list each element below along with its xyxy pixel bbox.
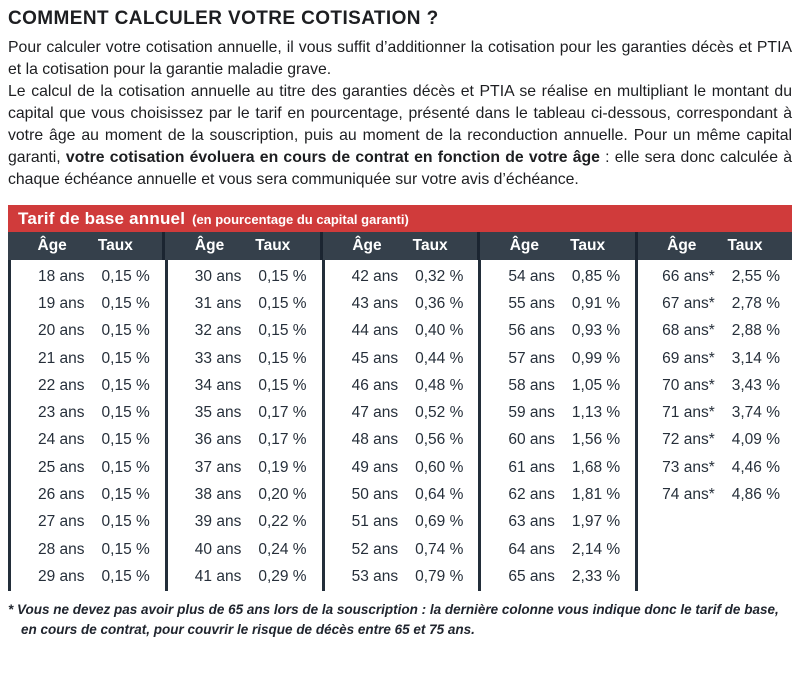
rate-cell: 0,85 % xyxy=(571,267,621,285)
rate-cell: 0,93 % xyxy=(571,322,621,340)
table-row xyxy=(168,372,322,399)
rate-cell: 0,15 % xyxy=(101,294,150,312)
rate-cell: 0,56 % xyxy=(415,431,464,449)
tariff-table xyxy=(8,205,792,591)
table-row xyxy=(638,318,792,345)
rate-cell: 0,44 % xyxy=(415,349,464,367)
age-cell: 20 ans xyxy=(37,322,85,340)
rate-cell: 0,91 % xyxy=(571,294,621,312)
table-row xyxy=(11,454,165,481)
rate-cell: 4,86 % xyxy=(731,486,780,504)
age-cell: 50 ans xyxy=(351,486,399,504)
rate-cell: 2,14 % xyxy=(571,540,621,558)
rate-cell: 0,52 % xyxy=(415,404,464,422)
table-row xyxy=(638,345,792,372)
age-cell: 35 ans xyxy=(194,404,242,422)
age-cell: 63 ans xyxy=(508,513,555,531)
table-row xyxy=(168,536,322,563)
age-cell: 67 ans* xyxy=(662,294,715,312)
table-row xyxy=(638,263,792,290)
rate-cell: 0,69 % xyxy=(415,513,464,531)
age-cell: 25 ans xyxy=(37,458,85,476)
table-row xyxy=(325,481,479,508)
table-row xyxy=(11,509,165,536)
age-cell: 32 ans xyxy=(194,322,242,340)
age-cell: 22 ans xyxy=(37,376,85,394)
age-cell: 26 ans xyxy=(37,486,85,504)
table-row xyxy=(168,399,322,426)
age-cell: 54 ans xyxy=(508,267,555,285)
table-row xyxy=(638,427,792,454)
rate-cell: 0,99 % xyxy=(571,349,621,367)
table-row xyxy=(11,318,165,345)
rate-cell: 0,24 % xyxy=(258,540,307,558)
header-group-4 xyxy=(477,232,634,260)
intro-paragraph-1: Pour calculer votre cotisation annuelle, il vous suffit d’additionner la cotisation pour les garanties décès et PTIA et la cotisation pour la garantie maladie grave. xyxy=(8,39,792,78)
age-cell: 70 ans* xyxy=(662,376,715,394)
table-row xyxy=(325,318,479,345)
rate-column-header: Taux xyxy=(412,237,448,254)
age-column-header: Âge xyxy=(37,237,67,254)
rate-cell: 0,15 % xyxy=(101,513,150,531)
age-cell: 57 ans xyxy=(508,349,555,367)
rate-column-header: Taux xyxy=(570,237,606,254)
intro-paragraph-2-bold: votre cotisation évoluera en cours de contrat en fonction de votre âge xyxy=(65,149,600,166)
age-cell: 40 ans xyxy=(194,540,242,558)
table-row xyxy=(168,318,322,345)
rate-cell: 4,09 % xyxy=(731,431,780,449)
rate-cell: 3,43 % xyxy=(731,376,780,394)
age-cell: 49 ans xyxy=(351,458,399,476)
table-row xyxy=(325,427,479,454)
age-cell: 59 ans xyxy=(508,404,555,422)
table-row xyxy=(325,290,479,317)
rate-cell: 0,15 % xyxy=(258,376,307,394)
rate-cell: 3,14 % xyxy=(731,349,780,367)
age-cell: 33 ans xyxy=(194,349,242,367)
rate-cell: 0,15 % xyxy=(258,322,307,340)
age-cell: 44 ans xyxy=(351,322,399,340)
table-row xyxy=(11,427,165,454)
table-row xyxy=(638,372,792,399)
table-row xyxy=(11,345,165,372)
table-row xyxy=(638,481,792,508)
table-row xyxy=(481,318,635,345)
age-cell: 45 ans xyxy=(351,349,399,367)
rate-cell: 2,55 % xyxy=(731,267,780,285)
age-cell: 46 ans xyxy=(351,376,399,394)
table-row xyxy=(11,563,165,590)
age-column-header: Âge xyxy=(194,237,225,254)
header-group-5 xyxy=(635,232,792,260)
table-row xyxy=(168,481,322,508)
table-row xyxy=(11,536,165,563)
age-cell: 73 ans* xyxy=(662,458,715,476)
rate-cell: 0,15 % xyxy=(101,376,150,394)
table-row xyxy=(325,372,479,399)
rate-cell: 2,78 % xyxy=(731,294,780,312)
header-group-1 xyxy=(8,232,162,260)
age-column-header: Âge xyxy=(509,237,540,254)
table-row xyxy=(168,290,322,317)
age-cell: 72 ans* xyxy=(662,431,715,449)
header-group-2 xyxy=(162,232,319,260)
age-cell: 29 ans xyxy=(37,567,85,585)
rate-cell: 0,15 % xyxy=(101,567,150,585)
table-row xyxy=(325,509,479,536)
age-cell: 23 ans xyxy=(37,404,85,422)
table-row xyxy=(11,263,165,290)
rate-cell: 0,15 % xyxy=(258,294,307,312)
table-row xyxy=(168,454,322,481)
table-row xyxy=(168,263,322,290)
age-cell: 65 ans xyxy=(508,567,555,585)
age-cell: 69 ans* xyxy=(662,349,715,367)
rate-cell: 1,13 % xyxy=(571,404,621,422)
table-row xyxy=(481,536,635,563)
table-row xyxy=(481,399,635,426)
age-cell: 68 ans* xyxy=(662,322,715,340)
rate-cell: 2,88 % xyxy=(731,322,780,340)
intro-paragraph-2-text: Le calcul de la cotisation annuelle au titre des garanties décès et PTIA se réalise en multipliant le montant du capital que vous choisissez par le tarif en pourcentage, présenté dans le tableau ci-dessous, correspondant à votre âge au moment de la souscription, puis au moment de la reconduction annuelle. Pour un même capital garanti, xyxy=(8,83,792,166)
table-row xyxy=(481,563,635,590)
rate-column-header: Taux xyxy=(97,237,133,254)
rate-column-header: Taux xyxy=(255,237,291,254)
rate-cell: 1,05 % xyxy=(571,376,621,394)
rate-cell: 0,19 % xyxy=(258,458,307,476)
rate-cell: 0,36 % xyxy=(415,294,464,312)
table-row xyxy=(325,454,479,481)
age-cell: 52 ans xyxy=(351,540,399,558)
rate-cell: 0,29 % xyxy=(258,567,307,585)
age-cell: 19 ans xyxy=(37,294,85,312)
rate-cell: 0,15 % xyxy=(101,322,150,340)
age-cell: 41 ans xyxy=(194,567,242,585)
table-row xyxy=(481,372,635,399)
rate-cell: 0,22 % xyxy=(258,513,307,531)
intro-paragraph-2 xyxy=(8,81,792,191)
table-row xyxy=(481,481,635,508)
age-cell: 48 ans xyxy=(351,431,399,449)
age-cell: 21 ans xyxy=(37,349,85,367)
table-row xyxy=(481,345,635,372)
rate-cell: 0,15 % xyxy=(258,267,307,285)
age-rate-group-5 xyxy=(635,260,792,591)
table-body xyxy=(8,260,792,591)
table-title-band xyxy=(8,205,792,232)
rate-cell: 3,74 % xyxy=(731,404,780,422)
table-row xyxy=(11,290,165,317)
rate-cell: 0,60 % xyxy=(415,458,464,476)
age-cell: 18 ans xyxy=(37,267,85,285)
age-cell: 38 ans xyxy=(194,486,242,504)
table-row xyxy=(11,481,165,508)
age-cell: 53 ans xyxy=(351,567,399,585)
rate-cell: 4,46 % xyxy=(731,458,780,476)
table-row xyxy=(11,399,165,426)
footnote: * Vous ne devez pas avoir plus de 65 ans lors de la souscription : la dernière colonne vous indique donc le tarif de base, en cours de contrat, pour couvrir le risque de décès entre 65 et 75 ans. xyxy=(8,602,779,637)
age-column-header: Âge xyxy=(667,237,697,254)
table-row xyxy=(325,345,479,372)
rate-cell: 1,56 % xyxy=(571,431,621,449)
age-cell: 27 ans xyxy=(37,513,85,531)
rate-cell: 0,15 % xyxy=(258,349,307,367)
table-row xyxy=(638,454,792,481)
age-cell: 74 ans* xyxy=(662,486,715,504)
age-cell: 47 ans xyxy=(351,404,399,422)
table-row xyxy=(168,509,322,536)
rate-cell: 0,74 % xyxy=(415,540,464,558)
age-cell: 58 ans xyxy=(508,376,555,394)
age-cell: 51 ans xyxy=(351,513,399,531)
rate-cell: 1,81 % xyxy=(571,486,621,504)
rate-cell: 0,15 % xyxy=(101,404,150,422)
table-row xyxy=(481,290,635,317)
table-row xyxy=(168,563,322,590)
age-cell: 71 ans* xyxy=(662,404,715,422)
rate-cell: 0,15 % xyxy=(101,431,150,449)
age-cell: 56 ans xyxy=(508,322,555,340)
rate-cell: 0,15 % xyxy=(101,486,150,504)
age-rate-group-1 xyxy=(11,260,165,591)
rate-cell: 1,97 % xyxy=(571,513,621,531)
table-row xyxy=(481,509,635,536)
age-cell: 28 ans xyxy=(37,540,85,558)
rate-cell: 0,15 % xyxy=(101,267,150,285)
age-cell: 66 ans* xyxy=(662,267,715,285)
table-subtitle: (en pourcentage du capital garanti) xyxy=(192,212,409,227)
age-cell: 62 ans xyxy=(508,486,555,504)
age-cell: 34 ans xyxy=(194,376,242,394)
table-row xyxy=(481,263,635,290)
rate-cell: 0,79 % xyxy=(415,567,464,585)
rate-cell: 0,17 % xyxy=(258,404,307,422)
table-row xyxy=(168,427,322,454)
age-rate-group-3 xyxy=(322,260,479,591)
age-rate-group-2 xyxy=(165,260,322,591)
age-cell: 60 ans xyxy=(508,431,555,449)
rate-cell: 0,64 % xyxy=(415,486,464,504)
table-row xyxy=(325,263,479,290)
page-title: COMMENT CALCULER VOTRE COTISATION ? xyxy=(8,8,439,29)
age-cell: 64 ans xyxy=(508,540,555,558)
age-column-header: Âge xyxy=(352,237,382,254)
table-row xyxy=(325,536,479,563)
table-title: Tarif de base annuel xyxy=(18,208,186,228)
table-row xyxy=(481,427,635,454)
rate-cell: 0,48 % xyxy=(415,376,464,394)
age-rate-group-4 xyxy=(478,260,635,591)
table-row xyxy=(168,345,322,372)
table-header-row xyxy=(8,232,792,260)
rate-cell: 0,15 % xyxy=(101,349,150,367)
rate-cell: 2,33 % xyxy=(571,567,621,585)
table-row xyxy=(325,399,479,426)
table-row xyxy=(11,372,165,399)
age-cell: 55 ans xyxy=(508,294,555,312)
rate-cell: 0,32 % xyxy=(415,267,464,285)
intro-paragraph-2-text-end: : elle sera donc calculée à chaque échéance annuelle et vous sera communiquée sur votre avis d’échéance. xyxy=(8,149,792,188)
rate-cell: 0,15 % xyxy=(101,458,150,476)
table-row xyxy=(325,563,479,590)
age-cell: 24 ans xyxy=(37,431,85,449)
rate-cell: 0,40 % xyxy=(415,322,464,340)
table-row xyxy=(481,454,635,481)
age-cell: 61 ans xyxy=(508,458,555,476)
age-cell: 37 ans xyxy=(194,458,242,476)
age-cell: 36 ans xyxy=(194,431,242,449)
rate-cell: 1,68 % xyxy=(571,458,621,476)
age-cell: 42 ans xyxy=(351,267,399,285)
age-cell: 30 ans xyxy=(194,267,242,285)
table-row xyxy=(638,399,792,426)
rate-cell: 0,15 % xyxy=(101,540,150,558)
age-cell: 31 ans xyxy=(194,294,242,312)
rate-column-header: Taux xyxy=(727,237,763,254)
rate-cell: 0,20 % xyxy=(258,486,307,504)
age-cell: 43 ans xyxy=(351,294,399,312)
age-cell: 39 ans xyxy=(194,513,242,531)
rate-cell: 0,17 % xyxy=(258,431,307,449)
header-group-3 xyxy=(320,232,477,260)
table-row xyxy=(638,290,792,317)
